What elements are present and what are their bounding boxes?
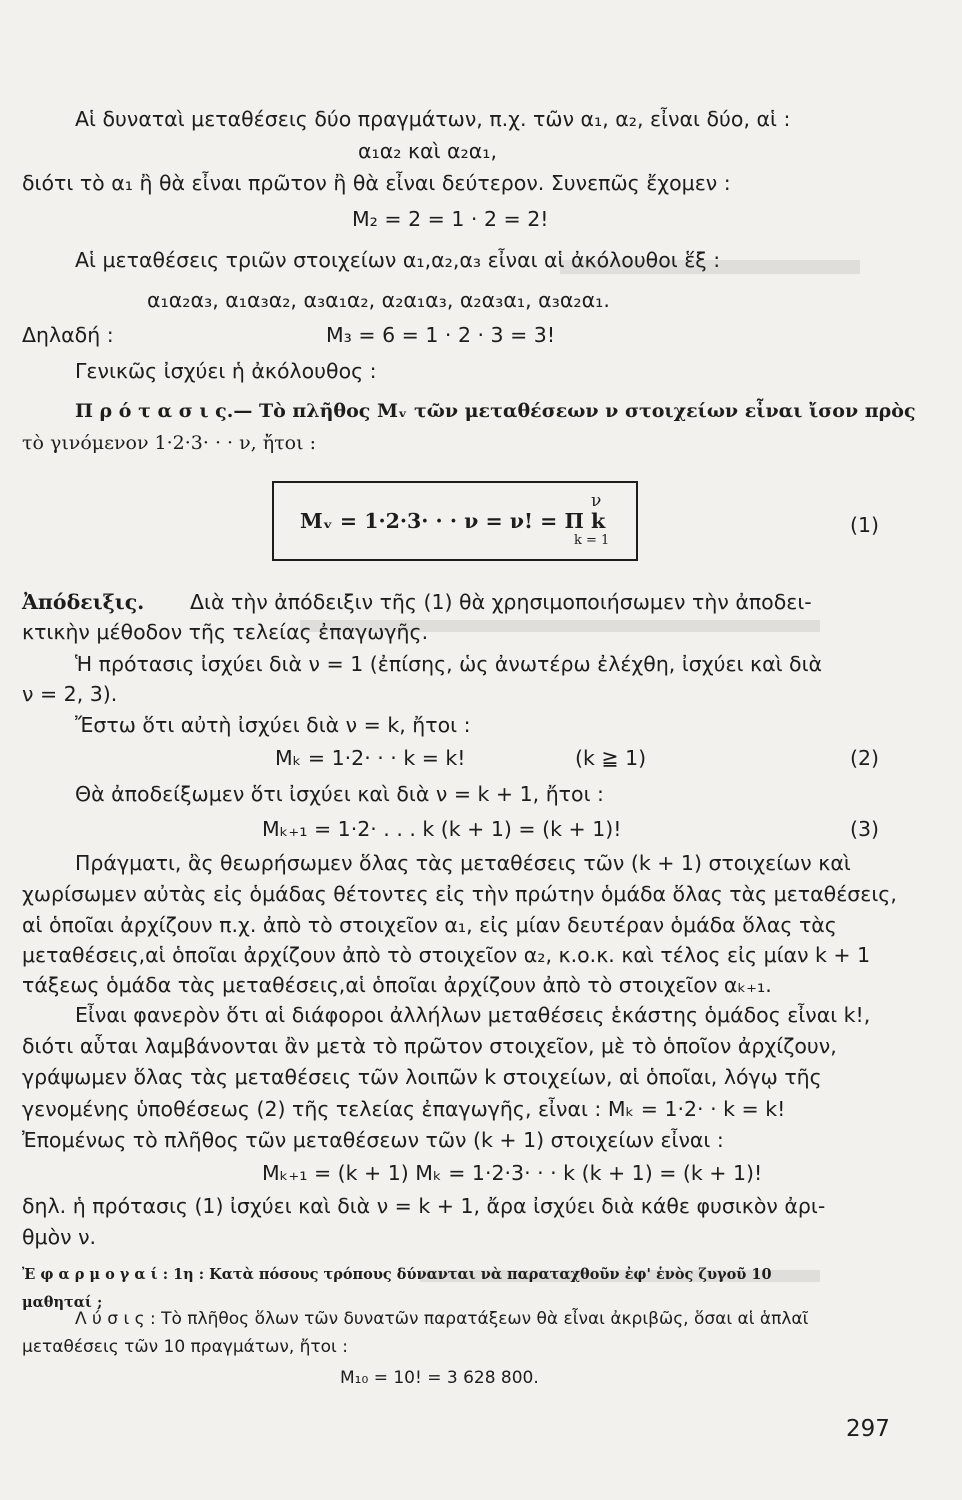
text-line: δηλ. ἡ πρότασις (1) ἰσχύει καὶ διὰ ν = k + 1, ἄρα ἰσχύει διὰ κάθε φυσικὸν ἀρι- bbox=[22, 1194, 826, 1218]
text-line: αἱ ὁποῖαι ἀρχίζουν π.χ. ἀπὸ τὸ στοιχεῖον α₁, εἰς μίαν δευτέραν ὁμάδα ὅλας τὰς bbox=[22, 913, 837, 937]
page-number: 297 bbox=[846, 1416, 890, 1442]
text-line: τάξεως ὁμάδα τὰς μεταθέσεις,αἱ ὁποῖαι ἀρχίζουν ἀπὸ τὸ στοιχεῖον αₖ₊₁. bbox=[22, 973, 772, 997]
text-line: μεταθέσεις,αἱ ὁποῖαι ἀρχίζουν ἀπὸ τὸ στοιχεῖον α₂, κ.ο.κ. καὶ τέλος εἰς μίαν k + 1 bbox=[22, 943, 871, 967]
formula-line: α₁α₂ καὶ α₂α₁, bbox=[358, 139, 498, 163]
equation-number: (1) bbox=[850, 513, 880, 537]
text-line: μεταθέσεις τῶν 10 πραγμάτων, ἤτοι : bbox=[22, 1337, 348, 1357]
text-line: χωρίσωμεν αὐτὰς εἰς ὁμάδας θέτοντες εἰς τὴν πρώτην ὁμάδα ὅλας τὰς μεταθέσεις, bbox=[22, 882, 897, 906]
proposition-heading: Π ρ ό τ α σ ι ς.— Τὸ πλῆθος Mᵥ τῶν μεταθέσεων ν στοιχείων εἶναι ἴσον πρὸς bbox=[75, 400, 916, 422]
equation-number: (3) bbox=[850, 817, 880, 841]
formula-line: Mₖ = 1·2· · · k = k! bbox=[275, 746, 466, 770]
text-line: Εἶναι φανερὸν ὅτι αἱ διάφοροι ἀλλήλων μεταθέσεις ἑκάστης ὁμάδος εἶναι k!, bbox=[75, 1003, 871, 1027]
text-line: Ἐπομένως τὸ πλῆθος τῶν μεταθέσεων τῶν (k + 1) στοιχείων εἶναι : bbox=[22, 1128, 724, 1152]
product-lower-limit: k = 1 bbox=[574, 533, 610, 548]
text-line: Ἡ πρότασις ἰσχύει διὰ ν = 1 (ἐπίσης, ὡς ἀνωτέρω ἐλέχθη, ἰσχύει καὶ διὰ bbox=[75, 652, 823, 676]
text-line: γράψωμεν ὅλας τὰς μεταθέσεις τῶν λοιπῶν k στοιχείων, αἱ ὁποῖαι, λόγῳ τῆς bbox=[22, 1065, 822, 1089]
proof-heading: Ἀπόδειξις. bbox=[22, 590, 145, 614]
text-line: Αἱ μεταθέσεις τριῶν στοιχείων α₁,α₂,α₃ εἶναι αἱ ἀκόλουθοι ἕξ : bbox=[75, 248, 721, 272]
formula-line: M₂ = 2 = 1 · 2 = 2! bbox=[352, 207, 549, 231]
applications-heading: Ἐ φ α ρ μ ο γ α ί : 1η : Κατὰ πόσους τρόπους δύνανται νὰ παραταχθοῦν ἐφ' ἑνὸς ζυγοῦ 10 bbox=[22, 1266, 772, 1283]
product-upper-limit: ν bbox=[591, 491, 602, 511]
text-line: Πράγματι, ἂς θεωρήσωμεν ὅλας τὰς μεταθέσεις τῶν (k + 1) στοιχείων καὶ bbox=[75, 851, 851, 875]
text-line: Αἱ δυναταὶ μεταθέσεις δύο πραγμάτων, π.χ. τῶν α₁, α₂, εἶναι δύο, αἱ : bbox=[75, 107, 791, 131]
formula-line: M₁₀ = 10! = 3 628 800. bbox=[340, 1368, 539, 1388]
formula-line: Mₖ₊₁ = (k + 1) Mₖ = 1·2·3· · · k (k + 1) = (k + 1)! bbox=[262, 1161, 763, 1185]
formula-line: α₁α₂α₃, α₁α₃α₂, α₃α₁α₂, α₂α₁α₃, α₂α₃α₁, α₃α₂α₁. bbox=[147, 288, 610, 312]
text-line: γενομένης ὑποθέσεως (2) τῆς τελείας ἐπαγωγῆς, εἶναι : Mₖ = 1·2· · k = k! bbox=[22, 1097, 786, 1121]
text-line: Δηλαδή : bbox=[22, 323, 114, 347]
text-line: Γενικῶς ἰσχύει ἡ ἀκόλουθος : bbox=[75, 359, 377, 383]
text-line: κτικὴν μέθοδον τῆς τελείας ἐπαγωγῆς. bbox=[22, 620, 429, 644]
solution-line: Λ ύ σ ι ς : Τὸ πλῆθος ὅλων τῶν δυνατῶν παρατάξεων θὰ εἶναι ἀκριβῶς, ὅσαι αἱ ἁπλαῖ bbox=[75, 1309, 809, 1329]
text-line: Ἔστω ὅτι αὐτὴ ἰσχύει διὰ ν = k, ἤτοι : bbox=[75, 713, 471, 737]
equation-number: (2) bbox=[850, 746, 880, 770]
text-line: μαθηταί ; bbox=[22, 1294, 103, 1311]
formula-line: M₃ = 6 = 1 · 2 · 3 = 3! bbox=[326, 323, 556, 347]
text-line: διότι τὸ α₁ ἢ θὰ εἶναι πρῶτον ἢ θὰ εἶναι δεύτερον. Συνεπῶς ἔχομεν : bbox=[22, 171, 731, 195]
formula-main: Mᵥ = 1·2·3· · · ν = ν! = Π k bbox=[300, 509, 606, 533]
text-line: ν = 2, 3). bbox=[22, 682, 118, 706]
text-line: διότι αὗται λαμβάνονται ἂν μετὰ τὸ πρῶτον στοιχεῖον, μὲ τὸ ὁποῖον ἀρχίζουν, bbox=[22, 1034, 837, 1058]
text-line: τὸ γινόμενον 1·2·3· · · ν, ἤτοι : bbox=[22, 432, 316, 454]
text-line: Διὰ τὴν ἀπόδειξιν τῆς (1) θὰ χρησιμοποιήσωμεν τὴν ἀποδει- bbox=[190, 590, 812, 614]
text-line: θμὸν ν. bbox=[22, 1225, 97, 1249]
text-line: Θὰ ἀποδείξωμεν ὅτι ἰσχύει καὶ διὰ ν = k + 1, ἤτοι : bbox=[75, 782, 604, 806]
formula-line: Mₖ₊₁ = 1·2· . . . k (k + 1) = (k + 1)! bbox=[262, 817, 622, 841]
formula-condition: (k ≧ 1) bbox=[575, 746, 647, 770]
